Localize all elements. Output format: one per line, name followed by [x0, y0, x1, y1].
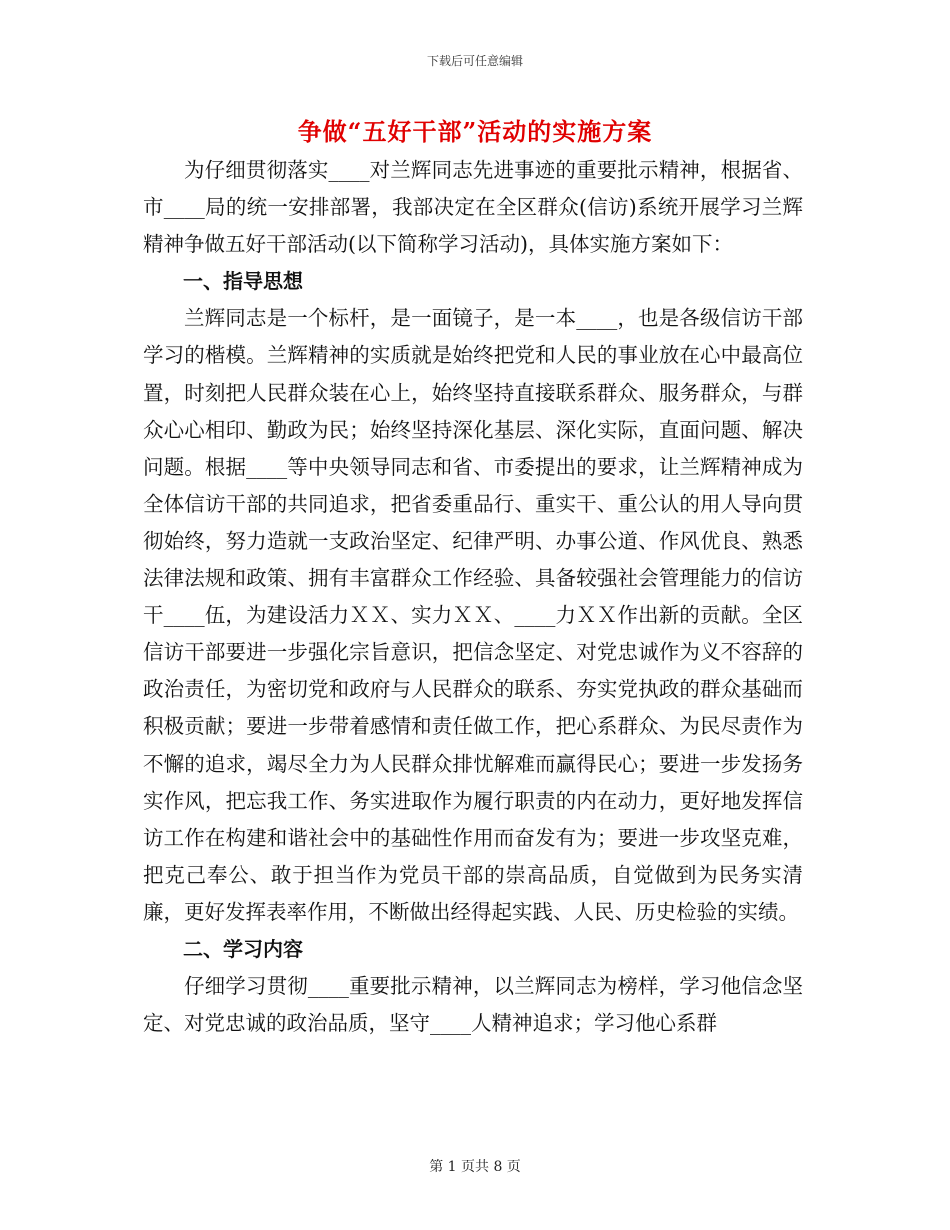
document-title: 争做“五好干部”活动的实施方案 [297, 117, 653, 146]
section-paragraph-guiding-ideology: 兰辉同志是一个标杆，是一面镜子，是一本____，也是各级信访干部学习的楷模。兰辉精神的实质就是始终把党和人民的事业放在心中最高位置，时刻把人民群众装在心上，始终坚持直接联系群众、服务群众，与群众心心相印、勤政为民；始终坚持深化基层、深化实际，直面问题、解决问题。根据____等中央领导同志和省、市委提出的要求，让兰辉精神成为全体信访干部的共同追求，把省委重品行、重实干、重公认的用人导向贯彻始终，努力造就一支政治坚定、纪律严明、办事公道、作风优良、熟悉法律法规和政策、拥有丰富群众工作经验、具备较强社会管理能力的信访干____伍，为建设活力ＸＸ、实力ＸＸ、____力ＸＸ作出新的贡献。全区信访干部要进一步强化宗旨意识，把信念坚定、对党忠诚作为义不容辞的政治责任，为密切党和政府与人民群众的联系、夯实党执政的群众基础而积极贡献；要进一步带着感情和责任做工作，把心系群众、为民尽责作为不懈的追求，竭尽全力为人民群众排忧解难而赢得民心；要进一步发扬务实作风，把忘我工作、务实进取作为履行职责的内在动力，更好地发挥信访工作在构建和谐社会中的基础性作用而奋发有为；要进一步攻坚克难，把克己奉公、敢于担当作为党员干部的崇高品质，自觉做到为民务实清廉，更好发挥表率作用，不断做出经得起实践、人民、历史检验的实绩。 [143, 306, 803, 924]
section-heading-guiding-ideology: 一、指导思想 [183, 269, 303, 294]
section-paragraph-learning-content: 仔细学习贯彻____重要批示精神，以兰辉同志为榜样，学习他信念坚定、对党忠诚的政治品质，坚守____人精神追求；学习他心系群 [143, 974, 803, 1036]
page-footer: 第 1 页共 8 页 [429, 1159, 521, 1175]
document-body [143, 152, 803, 1042]
intro-paragraph: 为仔细贯彻落实____对兰辉同志先进事迹的重要批示精神，根据省、市____局的统一安排部署，我部决定在全区群众(信访)系统开展学习兰辉精神争做五好干部活动(以下简称学习活动)，具体实施方案如下： [143, 158, 803, 257]
section-heading-learning-content: 二、学习内容 [183, 936, 303, 961]
page-header: 下载后可任意编辑 [426, 54, 523, 68]
